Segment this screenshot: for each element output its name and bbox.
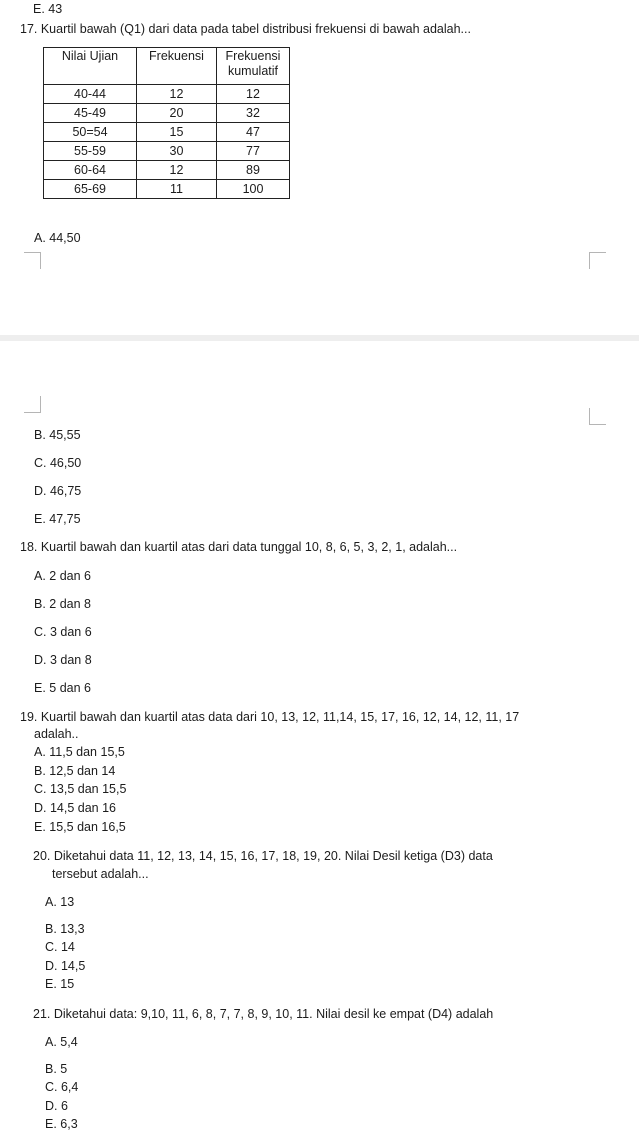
q18-option-b: B. 2 dan 8 [34, 597, 91, 611]
frequency-table [43, 47, 290, 199]
q18-option-a: A. 2 dan 6 [34, 569, 91, 583]
header-frekuensi: Frekuensi [137, 48, 217, 85]
q17-option-a: A. 44,50 [34, 231, 81, 245]
cell-kumulatif: 47 [217, 123, 290, 142]
question-19-text: 19. Kuartil bawah dan kuartil atas data dari 10, 13, 12, 11,14, 15, 17, 16, 12, 14, 12, 11, 17 [20, 710, 520, 724]
q18-option-e: E. 5 dan 6 [34, 681, 91, 695]
q19-option-d: D. 14,5 dan 16 [34, 801, 117, 815]
q17-option-c: C. 46,50 [34, 456, 82, 470]
q20-option-b: B. 13,3 [45, 922, 85, 936]
page-break-divider [0, 335, 639, 341]
cell-nilai: 55-59 [44, 142, 137, 161]
q17-option-b: B. 45,55 [34, 428, 81, 442]
q17-option-e: E. 47,75 [34, 512, 81, 526]
q18-option-c: C. 3 dan 6 [34, 625, 92, 639]
question-18-text: 18. Kuartil bawah dan kuartil atas dari data tunggal 10, 8, 6, 5, 3, 2, 1, adalah... [20, 540, 458, 554]
question-17-text: 17. Kuartil bawah (Q1) dari data pada tabel distribusi frekuensi di bawah adalah... [20, 22, 471, 36]
cell-nilai: 60-64 [44, 161, 137, 180]
cell-nilai: 50=54 [44, 123, 137, 142]
question-19-text-cont: adalah.. [34, 727, 79, 741]
q20-option-e: E. 15 [45, 977, 75, 991]
page-corner-mark [24, 252, 41, 269]
table-row [44, 142, 290, 161]
table-header-row [44, 48, 290, 85]
q20-option-c: C. 14 [45, 940, 75, 954]
q21-option-d: D. 6 [45, 1099, 68, 1113]
cell-frekuensi: 15 [137, 123, 217, 142]
q20-option-a: A. 13 [45, 895, 75, 909]
q21-option-a: A. 5,4 [45, 1035, 78, 1049]
q21-option-b: B. 5 [45, 1062, 68, 1076]
q19-option-b: B. 12,5 dan 14 [34, 764, 116, 778]
q19-option-e: E. 15,5 dan 16,5 [34, 820, 126, 834]
q18-option-d: D. 3 dan 8 [34, 653, 92, 667]
cell-nilai: 45-49 [44, 104, 137, 123]
cell-kumulatif: 12 [217, 85, 290, 104]
q19-option-a: A. 11,5 dan 15,5 [34, 745, 125, 759]
question-21-text: 21. Diketahui data: 9,10, 11, 6, 8, 7, 7, 8, 9, 10, 11. Nilai desil ke empat (D4) adalah [33, 1007, 494, 1021]
table-row [44, 85, 290, 104]
page-corner-mark [589, 408, 606, 425]
question-20-text: 20. Diketahui data 11, 12, 13, 14, 15, 16, 17, 18, 19, 20. Nilai Desil ketiga (D3) data [33, 849, 493, 863]
table-row [44, 123, 290, 142]
q17-option-d: D. 46,75 [34, 484, 82, 498]
q21-option-e: E. 6,3 [45, 1117, 78, 1131]
q21-option-c: C. 6,4 [45, 1080, 79, 1094]
question-20-text-cont: tersebut adalah... [52, 867, 149, 881]
cell-frekuensi: 12 [137, 161, 217, 180]
cell-frekuensi: 30 [137, 142, 217, 161]
cell-frekuensi: 11 [137, 180, 217, 199]
cell-kumulatif: 77 [217, 142, 290, 161]
cell-nilai: 65-69 [44, 180, 137, 199]
page-corner-mark [24, 396, 41, 413]
table-row [44, 104, 290, 123]
cell-kumulatif: 100 [217, 180, 290, 199]
q19-option-c: C. 13,5 dan 15,5 [34, 782, 127, 796]
cell-nilai: 40-44 [44, 85, 137, 104]
page-corner-mark [589, 252, 606, 269]
prev-option-e: E. 43 [33, 2, 63, 16]
cell-frekuensi: 12 [137, 85, 217, 104]
header-nilai-ujian: Nilai Ujian [44, 48, 137, 85]
table-row [44, 161, 290, 180]
cell-kumulatif: 32 [217, 104, 290, 123]
header-frekuensi-kumulatif: Frekuensi kumulatif [217, 48, 290, 85]
table-row [44, 180, 290, 199]
q20-option-d: D. 14,5 [45, 959, 86, 973]
cell-frekuensi: 20 [137, 104, 217, 123]
cell-kumulatif: 89 [217, 161, 290, 180]
